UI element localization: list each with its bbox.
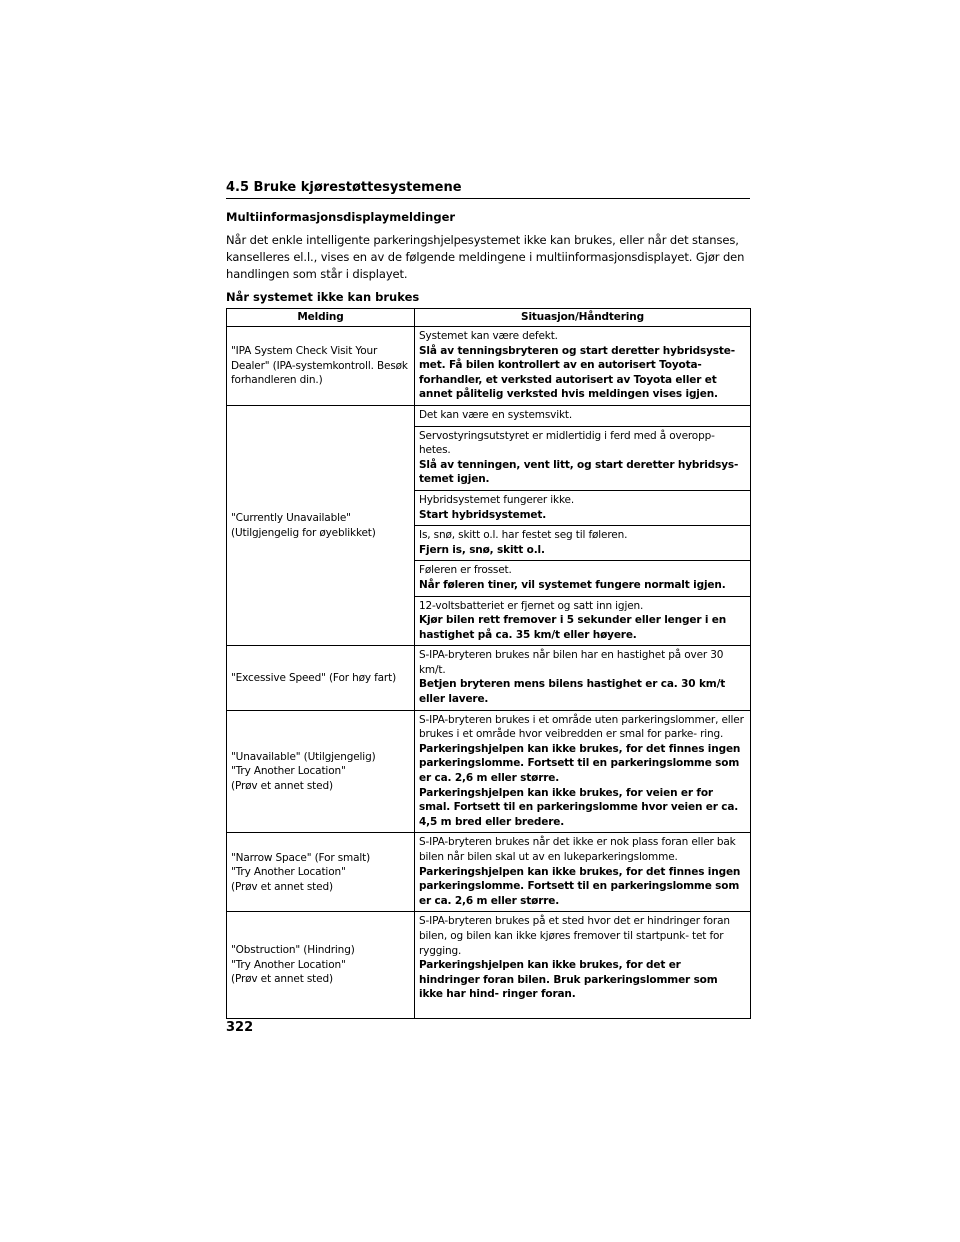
action-text: Betjen bryteren mens bilens hastighet er ca. 30 km/t eller lavere. xyxy=(419,678,726,706)
message-cell: "Narrow Space" (For smalt) "Try Another Location" (Prøv et annet sted) xyxy=(227,833,415,912)
table-row xyxy=(227,912,751,1019)
action-text: Når føleren tiner, vil systemet fungere normalt igjen. xyxy=(419,578,726,591)
intro-paragraph: Når det enkle intelligente parkeringshjelpesystemet ikke kan brukes, eller når det stanses, kanselleres el.l., vises en av de følgende meldingene i multiinformasjonsdisplayet. Gjør den handlingen som står i displayet. xyxy=(226,233,745,281)
situation-text: Servostyringsutstyret er midlertidig i ferd med å overopp- hetes. xyxy=(419,429,715,457)
situation-text: Det kan være en systemsvikt. xyxy=(419,408,573,421)
situation-text: Hybridsystemet fungerer ikke. xyxy=(419,493,575,506)
action-text: Parkeringshjelpen kan ikke brukes, for det er hindringer foran bilen. Bruk parkeringslommer som ikke har hind- ringer foran. xyxy=(419,959,718,1001)
table-subheading: Når systemet ikke kan brukes xyxy=(226,290,420,304)
action-text: Start hybridsystemet. xyxy=(419,508,547,521)
action-text: Slå av tenningen, vent litt, og start deretter hybridsys- temet igjen. xyxy=(419,458,739,486)
situation-text: S-IPA-bryteren brukes når det ikke er nok plass foran eller bak bilen når bilen skal ut av en lukeparkeringslomme. xyxy=(419,836,736,863)
action-text: Slå av tenningsbryteren og start deretter hybridsyste- met. Få bilen kontrollert av en autorisert Toyota- forhandler, et verksted autorisert av Toyota eller et annet pålitelig verksted hvis meldingen vises igjen. xyxy=(419,344,735,401)
situation-cell xyxy=(415,561,751,596)
table-row xyxy=(227,646,751,710)
column-header-situation: Situasjon/Håndtering xyxy=(415,309,751,327)
situation-cell xyxy=(415,426,751,490)
page-number: 322 xyxy=(226,1020,254,1035)
intro-heading: Multiinformasjonsdisplaymeldinger xyxy=(226,210,456,224)
situation-cell xyxy=(415,710,751,833)
table-row xyxy=(227,405,751,426)
situation-text: Systemet kan være defekt. xyxy=(419,330,558,342)
situation-cell xyxy=(415,405,751,426)
action-text: Fjern is, snø, skitt o.l. xyxy=(419,543,545,556)
message-cell: "Obstruction" (Hindring) "Try Another Location" (Prøv et annet sted) xyxy=(227,912,415,1019)
action-text: Kjør bilen rett fremover i 5 sekunder eller lenger i en hastighet på ca. 35 km/t eller høyere. xyxy=(419,614,727,641)
message-cell: "IPA System Check Visit Your Dealer" (IPA-systemkontroll. Besøk forhandleren din.) xyxy=(227,327,415,406)
situation-cell xyxy=(415,596,751,646)
situation-text: S-IPA-bryteren brukes når bilen har en hastighet på over 30 km/t. xyxy=(419,649,724,676)
situation-text: Is, snø, skitt o.l. har festet seg til føleren. xyxy=(419,529,628,542)
message-table xyxy=(226,308,751,1019)
situation-text: S-IPA-bryteren brukes på et sted hvor det er hindringer foran bilen, og bilen kan ikke kjøres fremover til startpunk- tet for rygging. xyxy=(419,915,730,957)
table-body xyxy=(227,327,751,1019)
situation-cell xyxy=(415,833,751,912)
action-text: Parkeringshjelpen kan ikke brukes, for det finnes ingen parkeringslomme. Fortsett til en parkeringslomme som er ca. 2,6 m eller større. Parkeringshjelpen kan ikke brukes, for veien er for smal. Fortsett til en parkeringslomme hvor veien er ca. 4,5 m bred eller bredere. xyxy=(419,742,741,828)
situation-cell xyxy=(415,646,751,710)
situation-text: Føleren er frosset. xyxy=(419,564,512,577)
section-title: 4.5 Bruke kjørestøttesystemene xyxy=(226,180,750,199)
message-cell: "Currently Unavailable" (Utilgjengelig for øyeblikket) xyxy=(227,405,415,645)
intro-block xyxy=(226,209,750,305)
table-row xyxy=(227,327,751,406)
table-row xyxy=(227,710,751,833)
column-header-message: Melding xyxy=(227,309,415,327)
situation-text: 12-voltsbatteriet er fjernet og satt inn igjen. xyxy=(419,599,644,612)
message-cell: "Excessive Speed" (For høy fart) xyxy=(227,646,415,710)
situation-cell xyxy=(415,912,751,1019)
table-header-row xyxy=(227,309,751,327)
situation-cell xyxy=(415,490,751,525)
situation-cell xyxy=(415,327,751,406)
message-cell: "Unavailable" (Utilgjengelig) "Try Another Location" (Prøv et annet sted) xyxy=(227,710,415,833)
situation-cell xyxy=(415,526,751,561)
situation-text: S-IPA-bryteren brukes i et område uten parkeringslommer, eller brukes i et område hvor veibredden er smal for parke- ring. xyxy=(419,713,744,741)
action-text: Parkeringshjelpen kan ikke brukes, for det finnes ingen parkeringslomme. Fortsett til en parkeringslomme som er ca. 2,6 m eller større. xyxy=(419,865,741,907)
table-row xyxy=(227,833,751,912)
